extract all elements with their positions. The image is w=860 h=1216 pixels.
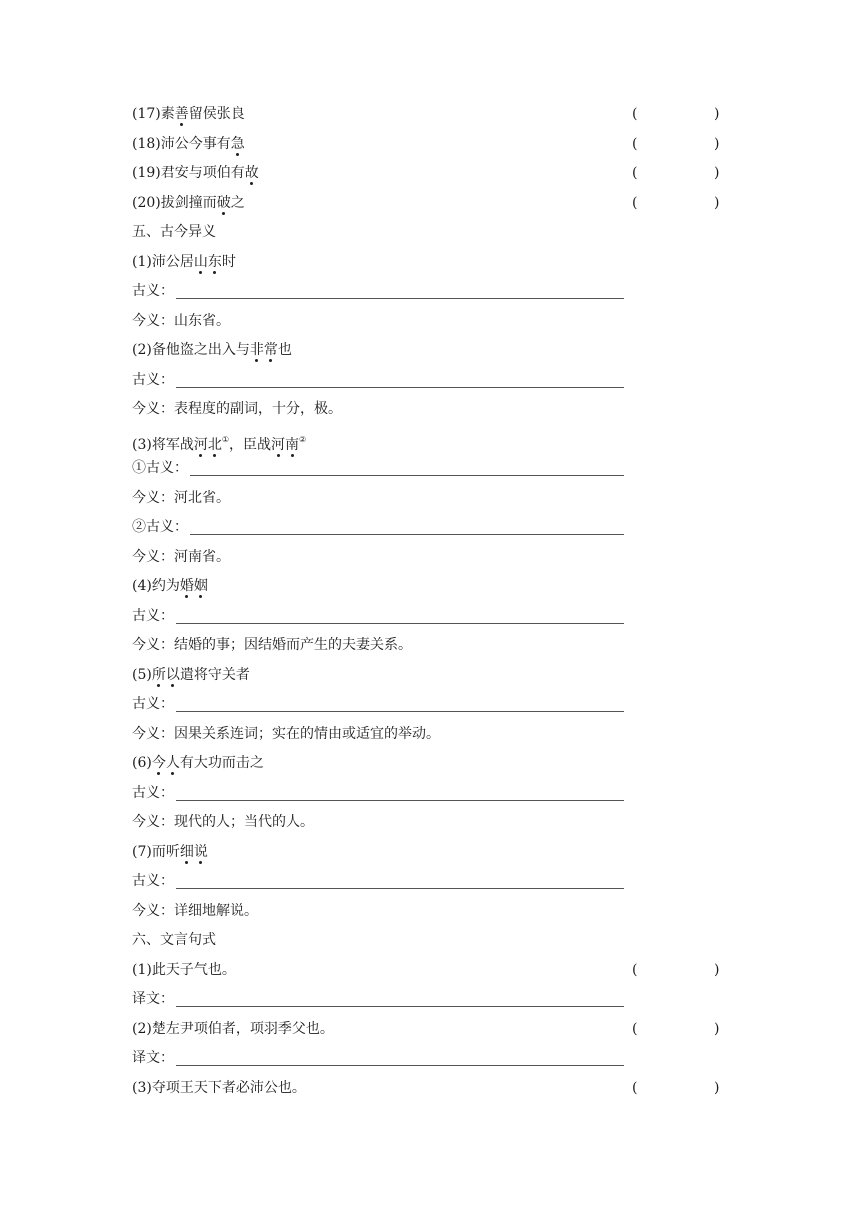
- jin-yi-row: [132, 307, 732, 337]
- item-number: (2): [132, 1020, 152, 1037]
- gu-yi-label: 古义：: [132, 873, 174, 889]
- item-number: (20): [132, 194, 161, 211]
- item-number: (4): [132, 578, 152, 594]
- answer-paren-left[interactable]: (: [632, 1079, 638, 1096]
- sentence-text: 楚左尹项伯者，项羽季父也。: [151, 1020, 334, 1037]
- item-17: [132, 100, 732, 130]
- section5-item-5: [132, 661, 732, 691]
- section5-item-2: [132, 336, 732, 366]
- sentence-text: 之: [230, 194, 245, 211]
- section5-item-4: [132, 572, 732, 602]
- sentence-text: 素: [160, 106, 175, 122]
- item-number: (5): [132, 666, 152, 683]
- sentence-text: 君安与项伯有: [160, 165, 245, 181]
- jin-yi-text: 表程度的副词，十分，极。: [174, 401, 342, 417]
- answer-blank[interactable]: [176, 1047, 624, 1066]
- jin-yi-text: 结婚的事；因结婚而产生的夫妻关系。: [174, 637, 412, 653]
- answer-paren-right: ): [714, 194, 720, 211]
- item-number: (19): [132, 165, 161, 181]
- dotted-word: 南: [285, 436, 300, 453]
- dotted-word: 细: [179, 843, 194, 860]
- answer-paren-right: ): [714, 135, 720, 152]
- sentence-text: 沛公今事有: [160, 135, 231, 152]
- sentence-text: 将军战: [151, 436, 194, 453]
- dotted-word: 姻: [193, 578, 208, 594]
- item-number: (1): [132, 253, 152, 270]
- dotted-word: 东: [207, 253, 222, 270]
- sentence-text: 留侯张良: [188, 106, 245, 122]
- translation-row: [132, 985, 732, 1015]
- answer-paren-left[interactable]: (: [632, 194, 638, 211]
- sentence-text: 也: [277, 342, 292, 358]
- sentence-text: 时: [221, 253, 236, 270]
- sentence-text: 备他盗之出入与: [151, 342, 250, 358]
- dotted-word: 山: [193, 253, 208, 270]
- jin-yi-row: [132, 808, 732, 838]
- jin-yi-text: 详细地解说。: [174, 902, 258, 919]
- gu-yi-row: [132, 366, 732, 396]
- gu-yi-label: 古义：: [132, 607, 174, 624]
- sentence-text: 沛公居: [151, 253, 194, 270]
- jin-yi-label: 今义：: [132, 814, 174, 830]
- footnote-marker: ②: [299, 434, 307, 444]
- gu-yi-label: 古义：: [132, 283, 174, 299]
- dotted-word: 非: [249, 342, 264, 358]
- sentence-text: ，臣战: [229, 436, 272, 453]
- footnote-marker: ①: [221, 434, 230, 444]
- gu-yi-row: [132, 513, 732, 543]
- section6-item-2: [132, 1015, 732, 1045]
- jin-yi-row: [132, 484, 732, 514]
- dotted-word: 河: [271, 436, 286, 453]
- answer-paren-right: ): [714, 961, 720, 978]
- answer-blank[interactable]: [176, 280, 624, 299]
- answer-blank[interactable]: [176, 369, 624, 388]
- answer-blank[interactable]: [176, 605, 624, 624]
- dotted-word: 说: [193, 843, 208, 860]
- jin-yi-text: 山东省。: [174, 312, 230, 329]
- answer-paren-right: ): [714, 1020, 720, 1037]
- item-number: (7): [132, 843, 152, 860]
- answer-paren-left[interactable]: (: [632, 106, 638, 122]
- section5-item-3: [132, 425, 732, 455]
- dotted-word: 今: [151, 755, 166, 771]
- answer-paren-right: ): [714, 165, 720, 181]
- jin-yi-row: [132, 720, 732, 750]
- translation-row: [132, 1044, 732, 1074]
- jin-yi-text: 因果关系连词；实在的情由或适宜的举动。: [174, 725, 440, 742]
- jin-yi-label: 今义：: [132, 902, 174, 919]
- gu-yi-row: [132, 454, 732, 484]
- sentence-text: 有大功而击之: [179, 755, 264, 771]
- sentence-text: 而听: [151, 843, 180, 860]
- jin-yi-label: 今义：: [132, 725, 174, 742]
- gu-yi-label: ②古义：: [132, 519, 188, 535]
- jin-yi-label: 今义：: [132, 401, 174, 417]
- dotted-word: 故: [244, 165, 259, 181]
- dotted-word: 人: [165, 755, 180, 771]
- translation-label: 译文：: [132, 991, 174, 1007]
- item-number: (6): [132, 755, 152, 771]
- jin-yi-label: 今义：: [132, 312, 174, 329]
- answer-paren-right: ): [714, 1079, 720, 1096]
- answer-blank[interactable]: [176, 693, 624, 712]
- section6-item-1: [132, 956, 732, 986]
- jin-yi-text: 河南省。: [174, 548, 230, 565]
- item-number: (18): [132, 135, 161, 152]
- sentence-text: 此天子气也。: [151, 961, 236, 978]
- item-20: [132, 189, 732, 219]
- gu-yi-label: 古义：: [132, 696, 174, 712]
- gu-yi-row: [132, 602, 732, 632]
- dotted-word: 北: [207, 436, 222, 453]
- gu-yi-row: [132, 277, 732, 307]
- jin-yi-text: 河北省。: [174, 489, 230, 506]
- gu-yi-label: 古义：: [132, 784, 174, 801]
- item-18: [132, 130, 732, 160]
- dotted-word: 所: [151, 666, 166, 683]
- section6-item-3: [132, 1074, 732, 1104]
- item-number: (3): [132, 436, 152, 453]
- sentence-text: 遣将守关者: [179, 666, 250, 683]
- dotted-word: 婚: [179, 578, 194, 594]
- answer-paren-left[interactable]: (: [632, 1020, 638, 1037]
- dotted-word: 以: [165, 666, 180, 683]
- answer-paren-left[interactable]: (: [632, 135, 638, 152]
- sentence-text: 夺项王天下者必沛公也。: [151, 1079, 306, 1096]
- gu-yi-label: 古义：: [132, 371, 174, 388]
- answer-blank[interactable]: [176, 988, 624, 1007]
- answer-paren-left[interactable]: (: [632, 165, 638, 181]
- dotted-word: 善: [174, 106, 189, 122]
- dotted-word: 破: [216, 194, 231, 211]
- jin-yi-row: [132, 631, 732, 661]
- answer-blank[interactable]: [190, 457, 624, 476]
- answer-blank[interactable]: [190, 516, 624, 535]
- sentence-text: 拔剑撞而: [160, 194, 217, 211]
- jin-yi-row: [132, 395, 732, 425]
- gu-yi-row: [132, 867, 732, 897]
- jin-yi-label: 今义：: [132, 489, 174, 506]
- section5-item-7: [132, 838, 732, 868]
- item-number: (2): [132, 342, 152, 358]
- translation-label: 译文：: [132, 1050, 174, 1066]
- jin-yi-row: [132, 897, 732, 927]
- dotted-word: 急: [230, 135, 245, 152]
- jin-yi-text: 现代的人；当代的人。: [174, 814, 314, 830]
- sentence-text: 约为: [151, 578, 180, 594]
- jin-yi-row: [132, 543, 732, 573]
- dotted-word: 常: [263, 342, 278, 358]
- item-number: (1): [132, 961, 152, 978]
- item-19: [132, 159, 732, 189]
- section-heading: 六、文言句式: [132, 932, 216, 948]
- answer-paren-right: ): [714, 106, 720, 122]
- document-page: [132, 100, 732, 1103]
- gu-yi-row: [132, 690, 732, 720]
- section-heading: 五、古今异义: [132, 224, 216, 240]
- item-number: (3): [132, 1079, 152, 1096]
- gu-yi-row: [132, 779, 732, 809]
- section5-item-1: [132, 248, 732, 278]
- item-number: (17): [132, 106, 161, 122]
- gu-yi-label: ①古义：: [132, 460, 188, 476]
- section5-item-6: [132, 749, 732, 779]
- jin-yi-label: 今义：: [132, 548, 174, 565]
- dotted-word: 河: [193, 436, 208, 453]
- answer-blank[interactable]: [176, 782, 624, 801]
- jin-yi-label: 今义：: [132, 637, 174, 653]
- answer-paren-left[interactable]: (: [632, 961, 638, 978]
- answer-blank[interactable]: [176, 870, 624, 889]
